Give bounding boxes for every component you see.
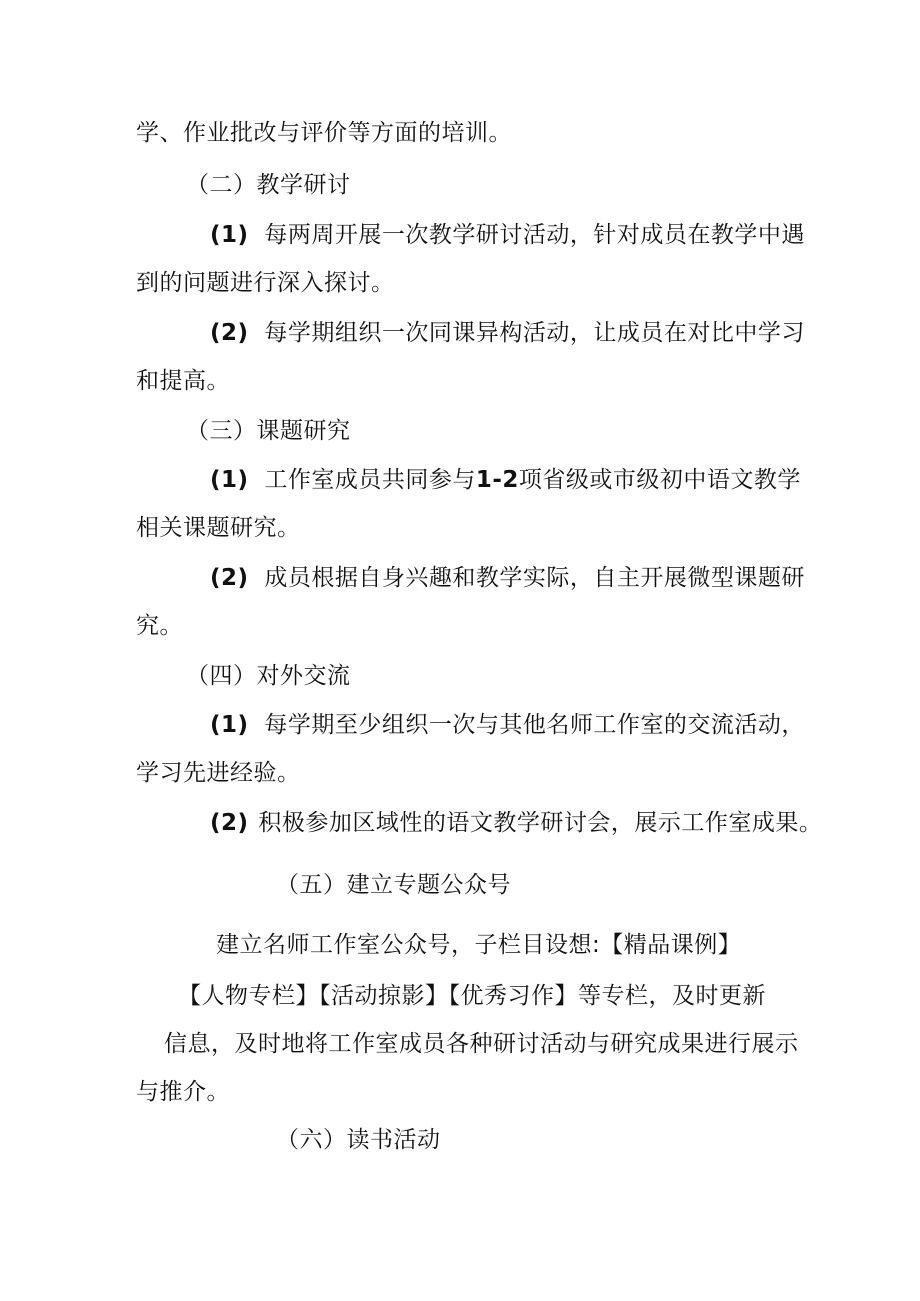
section-heading-4: （四）对外交流 [186,663,351,689]
section-heading-2: （二）教学研讨 [186,172,351,198]
item-number: (1) [210,467,249,493]
list-item: (2) 积极参加区域性的语文教学研讨会，展示工作室成果。 [210,810,823,836]
item-number: (2) [210,565,249,591]
range-number: 1-2 [475,467,519,493]
item-number: (1) [210,222,249,248]
section-heading-3: （三）课题研究 [186,418,351,444]
list-item: (1) 工作室成员共同参与1-2项省级或市级初中语文教学 [210,467,801,493]
paragraph-line: 【人物专栏】【活动掠影】【优秀习作】等专栏，及时更新 [178,983,766,1009]
section-heading-5: （五）建立专题公众号 [276,872,511,898]
item-number: (1) [210,712,249,738]
section-heading-6: （六）读书活动 [276,1127,441,1153]
paragraph-line: 建立名师工作室公众号，子栏目设想:【精品课例】 [216,932,742,958]
item-number: (2) [210,320,249,346]
paragraph-line: 与推介。 [136,1079,230,1105]
paragraph-line: 学、作业批改与评价等方面的培训。 [136,120,512,146]
paragraph-line: 和提高。 [136,368,230,394]
paragraph-line: 究。 [136,613,183,639]
list-item: (1) 每学期至少组织一次与其他名师工作室的交流活动， [210,712,805,738]
paragraph-line: 到的问题进行深入探讨。 [136,270,395,296]
paragraph-line: 信息，及时地将工作室成员各种研讨活动与研究成果进行展示 [164,1031,799,1057]
item-number: (2) [210,810,249,836]
paragraph-line: 学习先进经验。 [136,760,301,786]
list-item: (1) 每两周开展一次教学研讨活动，针对成员在教学中遇 [210,222,805,248]
paragraph-line: 相关课题研究。 [136,515,301,541]
list-item: (2) 每学期组织一次同课异构活动，让成员在对比中学习 [210,320,805,346]
list-item: (2) 成员根据自身兴趣和教学实际，自主开展微型课题研 [210,565,805,591]
